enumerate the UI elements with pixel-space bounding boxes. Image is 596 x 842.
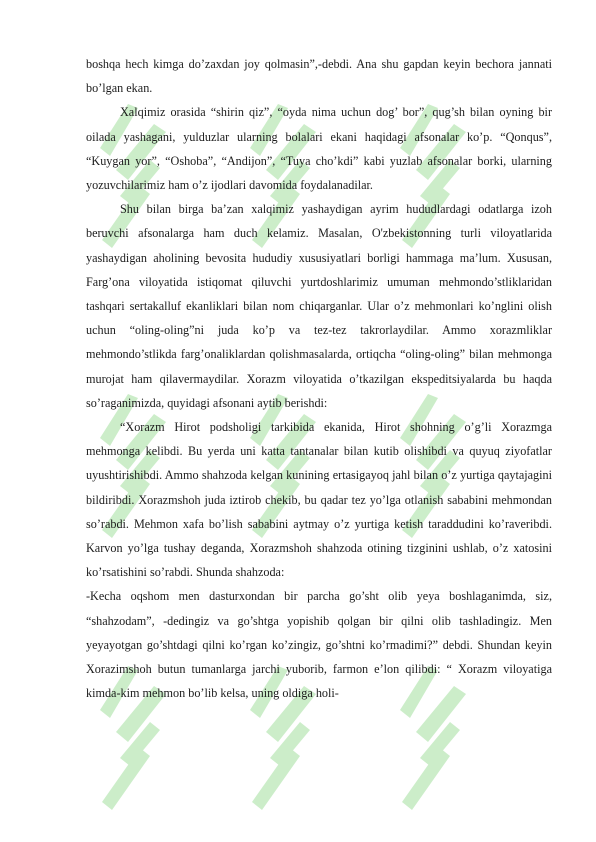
body-text	[86, 52, 552, 705]
paragraph: Xalqimiz orasida “shirin qiz”, “oyda nima uchun dog’ bor”, qug’sh bilan oyning bir oilada yashagani, yulduzlar ularning bolalari ekani haqidagi afsonalar ko’p. “Qonqus”, “Kuygan yor”, “Oshoba”, “Andijon”, “Tuya cho’kdi” kabi yuzlab afsonalar borki, ularning yozuvchilarimiz ham o’z ijodlari davomida foydalanadilar.	[86, 105, 552, 193]
paragraph: “Xorazm Hirot podsholigi tarkibida ekanida, Hirot shohning o’g’li Xorazmga mehmonga kelibdi. Bu yerda uni katta tantanalar bilan kutib olishibdi va quyuq ziyofatlar uyushtirishibdi. Ammo shahzoda kelgan kunining ertasigayoq jahl bilan o’z yurtiga qaytajagini bildiribdi. Xorazmshoh juda iztirob chekib, bu qadar tez yo’lga otlanish sababini mehmondan so’rabdi. Mehmon xafa bo’lish sababini aytmay o’z yurtiga ketish taraddudini ko’raveribdi. Karvon yo’lga tushay deganda, Xorazmshoh shahzoda otining tizginini ushlab, o’z xatosini ko’rsatishini so’rabdi. Shunda shahzoda:	[86, 420, 552, 580]
paragraph: -Kecha oqshom men dasturxondan bir parcha go’sht olib yeya boshlaganimda, siz, “shahzodam”, -dedingiz va go’shtga yopishib qolgan bir qilni olib tashladingiz. Men yeyayotgan go’shtdagi qilni ko’rgan ko’zingiz, go’shtni ko’rmadimi?” debdi. Shundan keyin Xorazimshoh butun tumanlarga jarchi yuborib, farmon e’lon qilibdi: “ Xorazm viloyatiga kimda-kim mehmon bo’lib kelsa, uning oldiga holi-	[86, 589, 552, 701]
paragraph: Shu bilan birga ba’zan xalqimiz yashaydigan ayrim hududlardagi odatlarga izoh beruvchi afsonalarga ham duch kelamiz. Masalan, O'zbekistonning turli viloyatlarida yashaydigan aholining bevosita hududiy xususiyatlari borligi hammaga ma’lum. Xususan, Farg’ona viloyatida istiqomat qiluvchi yurtdoshlarimiz umuman mehmondo’stliklaridan tashqari sertakalluf ekanliklari bilan nom chiqarganlar. Ular o’z mehmonlari ko’nglini olish uchun “oling-oling”ni juda ko’p va tez-tez takrorlaydilar. Ammo xorazmliklar mehmondo’stlikda farg’onaliklardan qolishmasalarda, ortiqcha “oling-oling” bilan mehmonga murojat ham qilavermaydilar. Xorazm viloyatida o’tkazilgan ekspeditsiyalarda bu haqda so’raganimizda, quyidagi afsonani aytib berishdi:	[86, 202, 552, 410]
paragraph: boshqa hech kimga do’zaxdan joy qolmasin”,-debdi. Ana shu gapdan keyin bechora jannati bo’lgan ekan.	[86, 57, 552, 96]
